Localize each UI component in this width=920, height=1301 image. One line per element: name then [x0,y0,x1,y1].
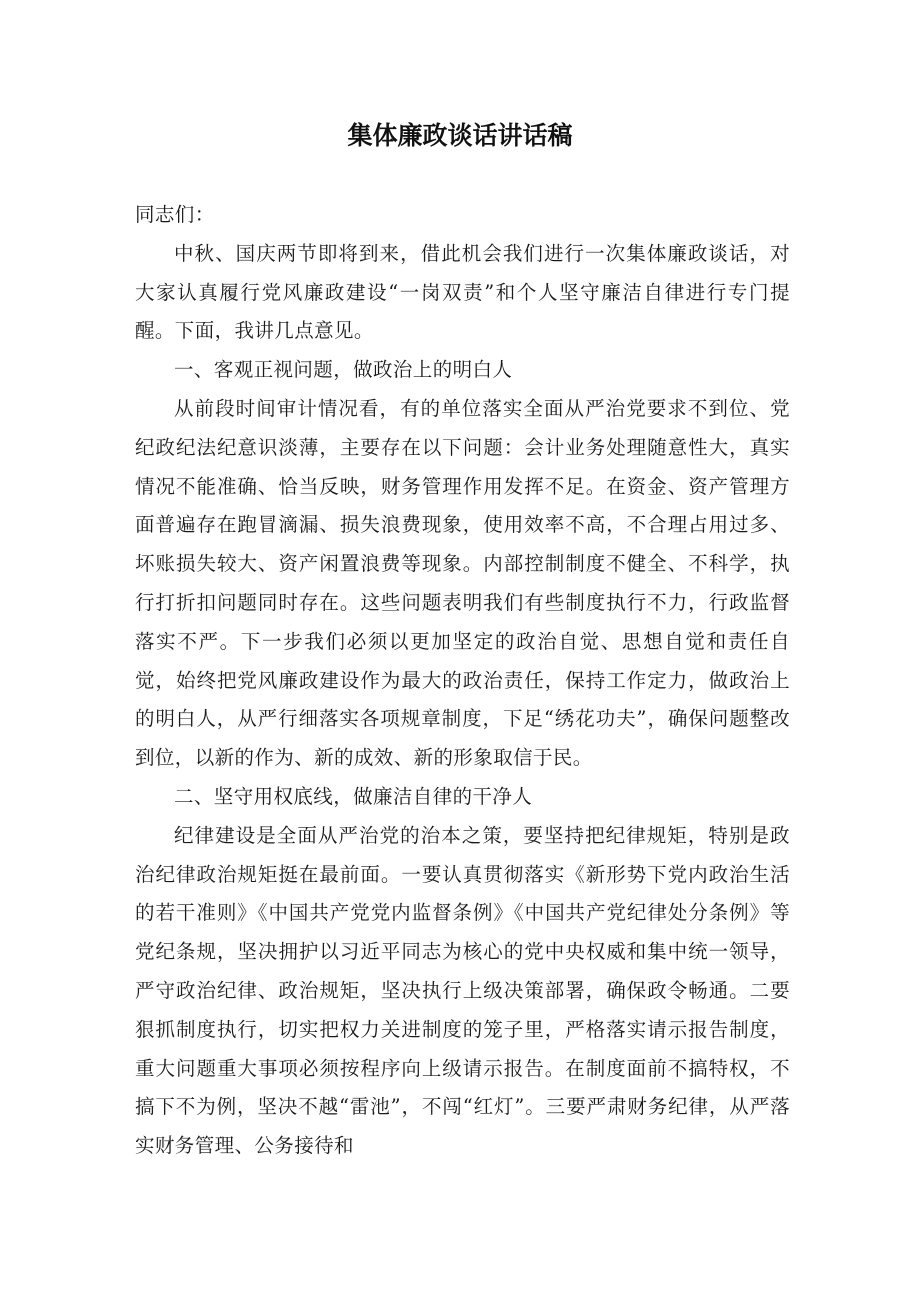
intro-paragraph: 中秋、国庆两节即将到来，借此机会我们进行一次集体廉政谈话，对大家认真履行党风廉政建设“一岗双责”和个人坚守廉洁自律进行专门提醒。下面，我讲几点意见。 [135,241,790,343]
section-1-heading: 一、客观正视问题，做政治上的明白人 [174,358,513,382]
section-2-paragraph: 纪律建设是全面从严治党的治本之策，要坚持把纪律规矩，特别是政治纪律政治规矩挺在最前面。一要认真贯彻落实《新形势下党内政治生活的若干准则》《中国共产党党内监督条例》《中国共产党纪律处分条例》等党纪条规，坚决拥护以习近平同志为核心的党中央权威和集中统一领导，严守政治纪律、政治规矩，坚决执行上级决策部署，确保政令畅通。二要狠抓制度执行，切实把权力关进制度的笼子里，严格落实请示报告制度，重大问题重大事项必须按程序向上级请示报告。在制度面前不搞特权，不搞下不为例，坚决不越“雷池”，不闯“红灯”。三要严肃财务纪律，从严落实财务管理、公务接待和 [135,823,790,1158]
document-title: 集体廉政谈话讲话稿 [347,121,573,150]
document-body [135,196,790,1166]
section-1-paragraph: 从前段时间审计情况看，有的单位落实全面从严治党要求不到位、党纪政纪法纪意识淡薄，主要存在以下问题：会计业务处理随意性大，真实情况不能准确、恰当反映，财务管理作用发挥不足。在资金、资产管理方面普遍存在跑冒滴漏、损失浪费现象，使用效率不高，不合理占用过多、坏账损失较大、资产闲置浪费等现象。内部控制制度不健全、不科学，执行打折扣问题同时存在。这些问题表明我们有些制度执行不力，行政监督落实不严。下一步我们必须以更加坚定的政治自觉、思想自觉和责任自觉，始终把党风廉政建设作为最大的政治责任，保持工作定力，做政治上的明白人，从严行细落实各项规章制度，下足“绣花功夫”，确保问题整改到位，以新的作为、新的成效、新的形象取信于民。 [135,396,790,770]
section-2-heading: 二、坚守用权底线，做廉洁自律的干净人 [174,784,533,808]
salutation: 同志们： [135,203,215,226]
